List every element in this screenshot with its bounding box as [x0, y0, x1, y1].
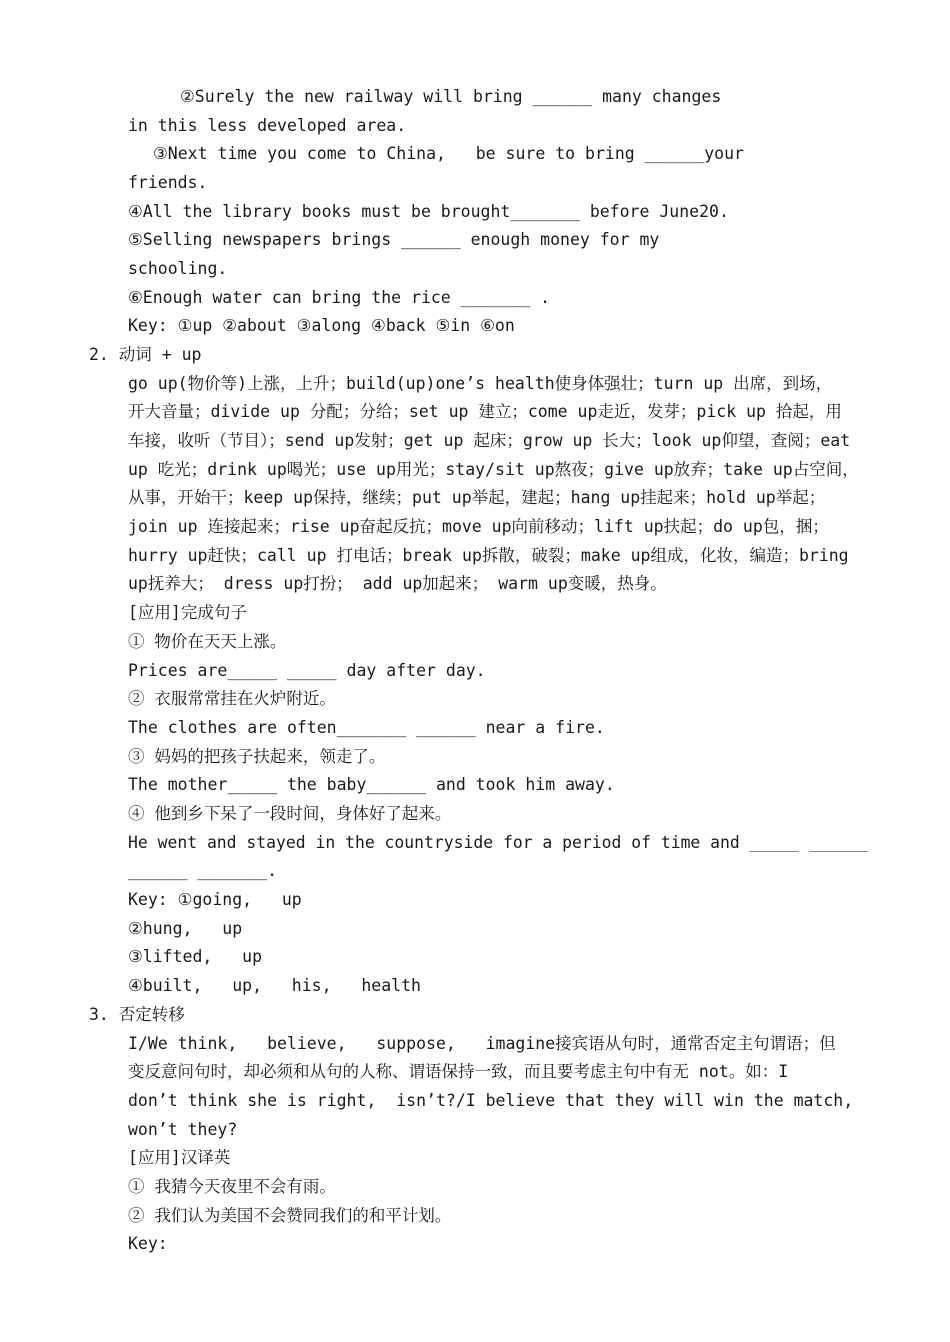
section-heading: 3. 否定转移	[89, 1005, 185, 1024]
exercise-line: ② 衣服常常挂在火炉附近。	[128, 689, 336, 708]
exercise-title: [应用]汉译英	[128, 1148, 231, 1167]
exercise-line: schooling.	[128, 259, 228, 278]
section-heading: 2. 动词 + up	[89, 345, 202, 364]
exercise-line: ______ _______.	[128, 861, 278, 880]
exercise-line: The mother_____ the baby______ and took him away.	[128, 775, 615, 794]
exercise-line: ④ 他到乡下呆了一段时间，身体好了起来。	[128, 804, 452, 823]
body-line: 开大音量；divide up 分配；分给；set up 建立；come up走近，发芽；pick up 拾起，用	[128, 402, 842, 421]
exercise-line: ② 我们认为美国不会赞同我们的和平计划。	[128, 1206, 452, 1225]
answer-key: Key: ①going, up	[128, 890, 302, 909]
exercise-line: The clothes are often_______ ______ near a fire.	[128, 718, 605, 737]
body-line: up 吃光；drink up喝光；use up用光；stay/sit up熬夜；give up放弃；take up占空间，	[128, 460, 859, 479]
exercise-line: in this less developed area.	[128, 116, 407, 135]
exercise-line: friends.	[128, 173, 208, 192]
body-line: I/We think, believe, suppose, imagine接宾语从句时，通常否定主句谓语；但	[128, 1034, 836, 1053]
answer-key: ③lifted, up	[128, 947, 262, 966]
body-line: go up(物价等)上涨，上升；build(up)one’s health使身体强壮；turn up 出席，到场，	[128, 374, 833, 393]
body-line: 变反意问句时，却必须和从句的人称、谓语保持一致，而且要考虑主句中有无 not。如：I	[128, 1062, 789, 1081]
answer-key: ④built, up, his, health	[128, 976, 421, 995]
body-line: hurry up赶快；call up 打电话；break up拆散，破裂；make up组成，化妆，编造；bring	[128, 546, 849, 565]
exercise-line: ① 我猜今天夜里不会有雨。	[128, 1177, 336, 1196]
exercise-line: ⑤Selling newspapers brings ______ enough money for my	[128, 230, 660, 249]
body-line: won’t they?	[128, 1120, 238, 1139]
exercise-title: [应用]完成句子	[128, 603, 247, 622]
body-line: 从事，开始干；keep up保持，继续；put up举起，建起；hang up挂起来；hold up举起；	[128, 488, 826, 507]
exercise-line: ⑥Enough water can bring the rice _______ .	[128, 288, 551, 307]
body-line: 车接，收听（节目）；send up发射；get up 起床；grow up 长大；look up仰望，查阅；eat	[128, 431, 851, 450]
exercise-line: ④All the library books must be brought_______ before June20.	[128, 202, 729, 221]
exercise-line: Prices are_____ _____ day after day.	[128, 661, 486, 680]
answer-key: Key:	[128, 1234, 168, 1253]
exercise-line: He went and stayed in the countryside for a period of time and _____ ______	[128, 833, 869, 852]
exercise-line: ②Surely the new railway will bring ______ many changes	[180, 87, 722, 106]
answer-key: Key: ①up ②about ③along ④back ⑤in ⑥on	[128, 316, 515, 335]
body-line: join up 连接起来；rise up奋起反抗；move up向前移动；lift up扶起；do up包，捆；	[128, 517, 829, 536]
exercise-line: ① 物价在天天上涨。	[128, 632, 287, 651]
exercise-line: ③ 妈妈的把孩子扶起来，领走了。	[128, 747, 386, 766]
answer-key: ②hung, up	[128, 919, 243, 938]
exercise-line: ③Next time you come to China, be sure to bring ______your	[153, 144, 744, 163]
body-line: up抚养大； dress up打扮； add up加起来； warm up变暖，热身。	[128, 574, 667, 593]
body-line: don’t think she is right, isn’t?/I believe that they will win the match,	[128, 1091, 854, 1110]
